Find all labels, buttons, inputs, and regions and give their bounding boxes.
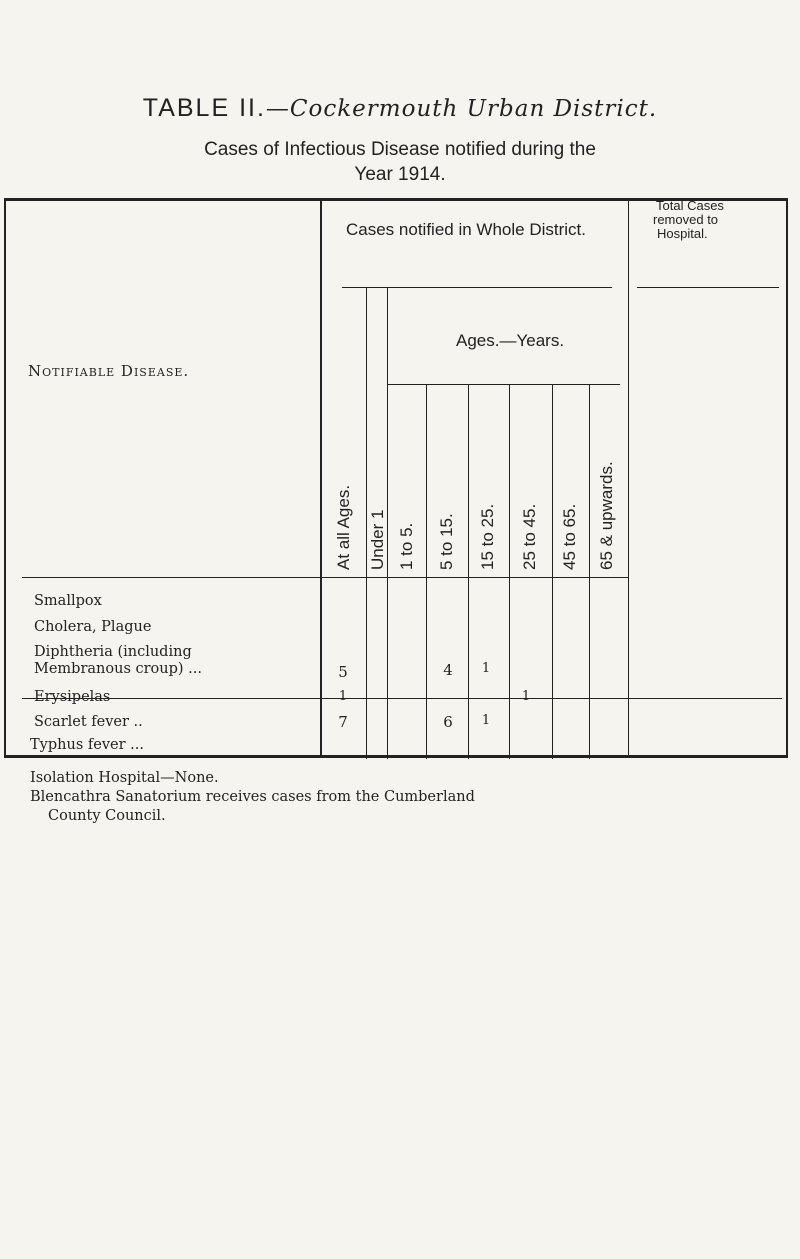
col-header-25-to-45: 25 to 45. <box>520 503 539 570</box>
notes <box>30 769 475 826</box>
header-total-removed-1: Total Cases <box>656 198 724 213</box>
col-header-15-to-25: 15 to 25. <box>478 503 497 570</box>
col-line-3 <box>426 384 427 759</box>
col-line-6 <box>552 384 553 759</box>
col-header-65-upwards: 65 & upwards. <box>597 461 616 570</box>
header-notifiable-disease: Notifiable Disease. <box>28 362 190 380</box>
note-isolation-hospital: Isolation Hospital—None. <box>30 770 219 786</box>
table-bottom-border <box>4 755 788 758</box>
cell-all-ages: 5 <box>338 663 348 681</box>
disease-label: Cholera, Plague <box>34 619 152 635</box>
disease-label: Erysipelas <box>34 689 111 705</box>
cell-all-ages: 7 <box>338 713 348 731</box>
header-cases-whole-district: Cases notified in Whole District. <box>346 220 586 239</box>
page-subtitle <box>160 137 640 187</box>
subtitle-line-2: Year 1914. <box>354 164 446 185</box>
note-county-council: County Council. <box>48 808 166 824</box>
header-rule-ages <box>388 384 620 385</box>
cell-5-to-15: 4 <box>443 661 453 679</box>
divider-disease <box>320 198 322 755</box>
table-right-border <box>786 198 788 758</box>
col-header-45-to-65: 45 to 65. <box>560 503 579 570</box>
note-sanatorium: Blencathra Sanatorium receives cases from the Cumberland <box>30 789 475 805</box>
col-header-all-ages: At all Ages. <box>334 484 353 570</box>
col-line-7 <box>589 384 590 759</box>
table-left-border <box>4 198 6 758</box>
header-rule-bottom <box>22 577 628 578</box>
title-main: TABLE II. <box>142 94 266 122</box>
header-rule-hospital <box>637 287 779 288</box>
disease-label: Membranous croup) ... <box>34 661 202 677</box>
title-district: —Cockermouth Urban District. <box>265 96 658 122</box>
disease-label: Typhus fever ... <box>30 737 144 753</box>
header-rule-cases <box>342 287 612 288</box>
disease-table <box>4 198 788 758</box>
subtitle-line-1: Cases of Infectious Disease notified during the <box>204 139 596 160</box>
col-line-4 <box>468 384 469 759</box>
col-line-1 <box>366 287 367 759</box>
header-total-removed-3: Hospital. <box>657 226 708 241</box>
totals-rule <box>22 698 782 699</box>
cell-all-ages: 1 <box>338 689 348 704</box>
header-total-removed-2: removed to <box>653 212 719 227</box>
col-header-1-to-5: 1 to 5. <box>397 522 416 570</box>
col-header-5-to-15: 5 to 15. <box>437 513 456 570</box>
cell-15-to-25: 1 <box>481 713 491 728</box>
divider-hospital <box>628 198 629 755</box>
col-header-under-1: Under 1 <box>368 509 387 570</box>
cell-15-to-25: 1 <box>481 661 491 676</box>
disease-label: Diphtheria (including <box>34 644 192 660</box>
header-ages-years: Ages.—Years. <box>456 331 565 350</box>
cell-25-to-45: 1 <box>521 689 531 704</box>
disease-label: Smallpox <box>34 593 102 609</box>
cell-5-to-15: 6 <box>443 713 453 731</box>
disease-label: Scarlet fever .. <box>34 714 143 730</box>
col-line-5 <box>509 384 510 759</box>
page-title <box>0 93 800 123</box>
